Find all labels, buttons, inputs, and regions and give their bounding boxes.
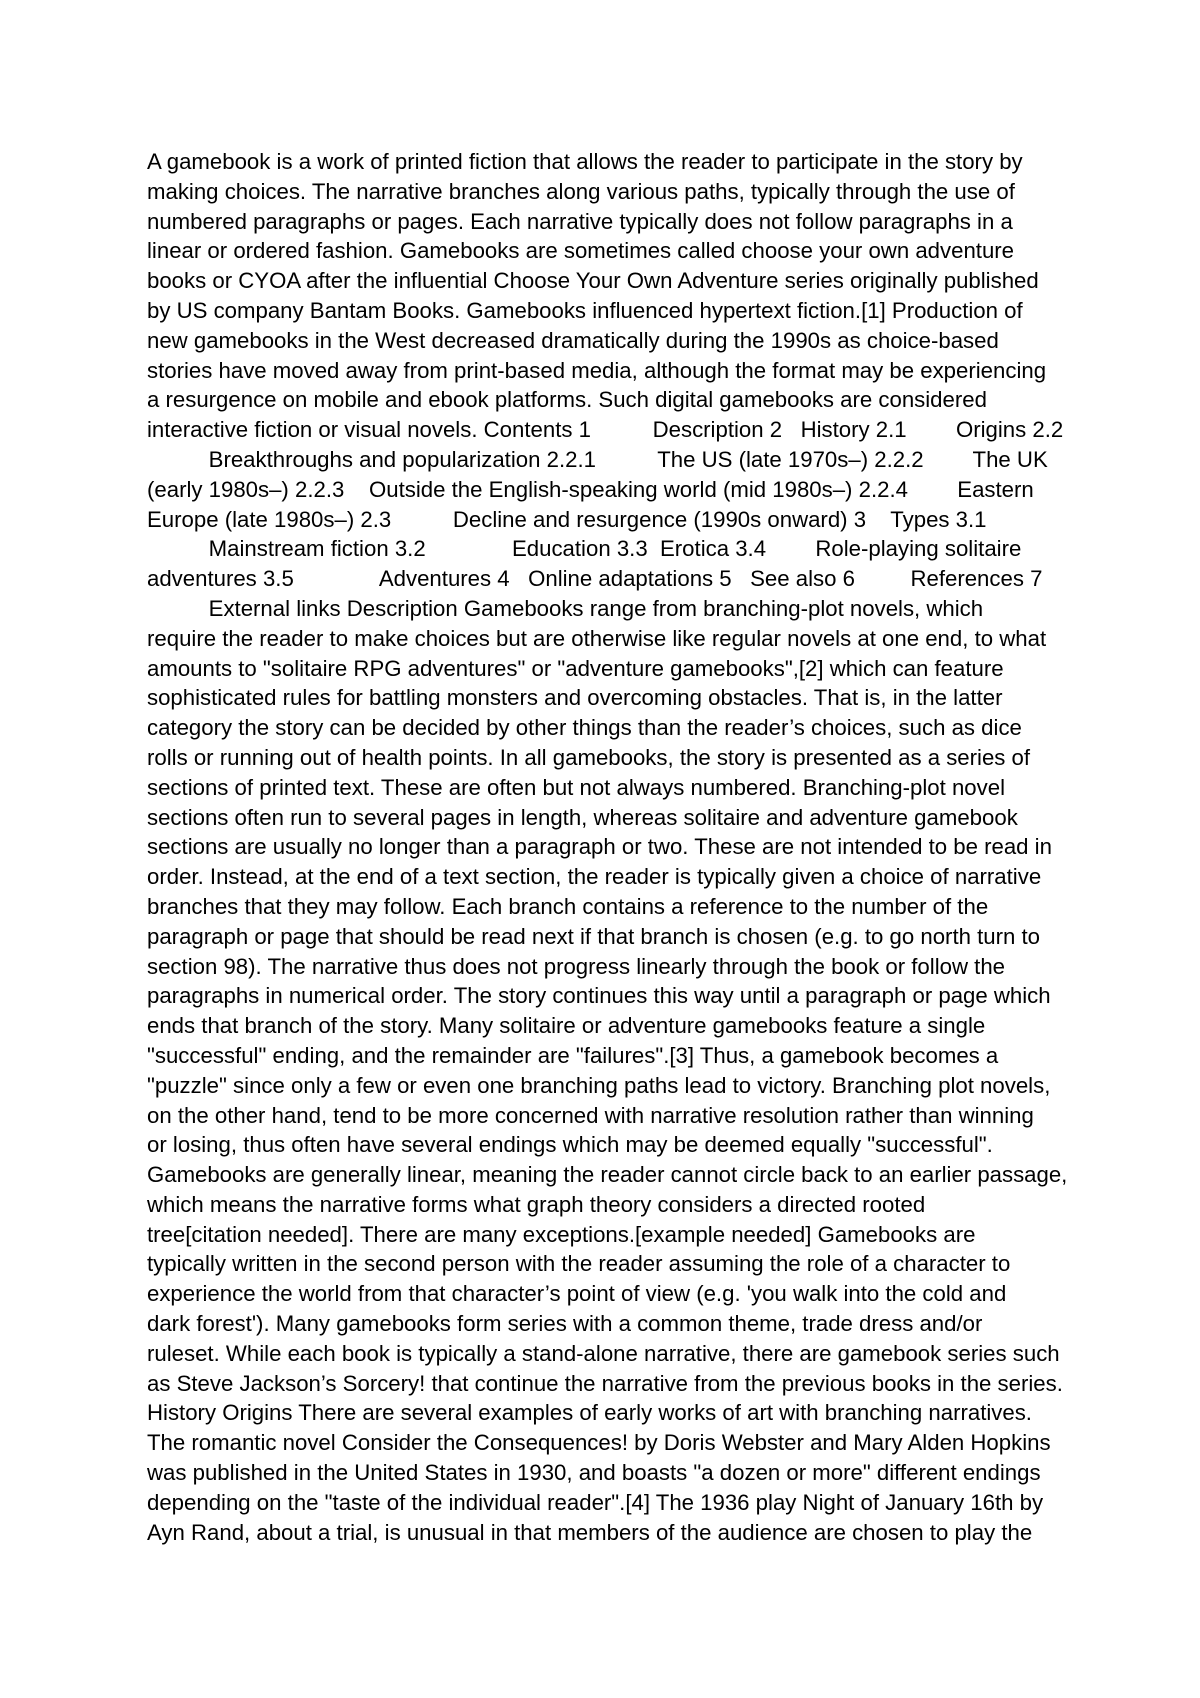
text-line: Breakthroughs and popularization 2.2.1 The US (late 1970s–) 2.2.2 The UK xyxy=(147,446,1048,472)
text-line: Europe (late 1980s–) 2.3 Decline and resurgence (1990s onward) 3 Types 3.1 xyxy=(147,506,987,532)
text-line: depending on the "taste of the individual reader".[4] The 1936 play Night of January 16th by xyxy=(147,1489,1044,1515)
text-line: sophisticated rules for battling monsters and overcoming obstacles. That is, in the latter xyxy=(147,685,1003,711)
text-line: category the story can be decided by other things than the reader’s choices, such as dice xyxy=(147,715,1022,741)
text-line: was published in the United States in 1930, and boasts "a dozen or more" different endings xyxy=(147,1460,1041,1486)
text-line: The romantic novel Consider the Consequences! by Doris Webster and Mary Alden Hopkins xyxy=(147,1430,1051,1456)
text-line: stories have moved away from print-based media, although the format may be experiencing xyxy=(147,357,1047,383)
text-line: require the reader to make choices but are otherwise like regular novels at one end, to what xyxy=(147,625,1047,651)
text-line: making choices. The narrative branches along various paths, typically through the use of xyxy=(147,178,1015,204)
text-line: experience the world from that character’s point of view (e.g. 'you walk into the cold and xyxy=(147,1281,1007,1307)
text-line: "successful" ending, and the remainder are "failures".[3] Thus, a gamebook becomes a xyxy=(147,1042,999,1068)
text-line: sections often run to several pages in length, whereas solitaire and adventure gamebook xyxy=(147,804,1018,830)
text-line: ruleset. While each book is typically a stand-alone narrative, there are gamebook series such xyxy=(147,1340,1060,1366)
text-line: dark forest'). Many gamebooks form series with a common theme, trade dress and/or xyxy=(147,1311,983,1337)
text-line: (early 1980s–) 2.2.3 Outside the English-speaking world (mid 1980s–) 2.2.4 Eastern xyxy=(147,476,1034,502)
text-line: on the other hand, tend to be more concerned with narrative resolution rather than winning xyxy=(147,1102,1034,1128)
text-line: sections of printed text. These are often but not always numbered. Branching-plot novel xyxy=(147,774,1006,800)
text-line: paragraphs in numerical order. The story continues this way until a paragraph or page which xyxy=(147,983,1051,1009)
text-line: History Origins There are several examples of early works of art with branching narratives. xyxy=(147,1400,1032,1426)
text-line: new gamebooks in the West decreased dramatically during the 1990s as choice-based xyxy=(147,327,999,353)
text-line: as Steve Jackson’s Sorcery! that continue the narrative from the previous books in the series. xyxy=(147,1370,1063,1396)
text-line: A gamebook is a work of printed fiction that allows the reader to participate in the story by xyxy=(147,149,1023,174)
text-line: adventures 3.5 Adventures 4 Online adaptations 5 See also 6 References 7 xyxy=(147,566,1043,592)
text-line: books or CYOA after the influential Choose Your Own Adventure series originally published xyxy=(147,268,1039,294)
text-line: rolls or running out of health points. In all gamebooks, the story is presented as a series of xyxy=(147,744,1031,770)
text-line: tree[citation needed]. There are many exceptions.[example needed] Gamebooks are xyxy=(147,1221,976,1247)
text-line: order. Instead, at the end of a text section, the reader is typically given a choice of narrative xyxy=(147,864,1042,890)
text-line: sections are usually no longer than a paragraph or two. These are not intended to be read in xyxy=(147,834,1052,860)
text-line: Ayn Rand, about a trial, is unusual in that members of the audience are chosen to play the xyxy=(147,1519,1033,1545)
text-line: which means the narrative forms what graph theory considers a directed rooted xyxy=(147,1191,926,1217)
text-line: paragraph or page that should be read next if that branch is chosen (e.g. to go north turn to xyxy=(147,923,1041,949)
text-line: section 98). The narrative thus does not progress linearly through the book or follow the xyxy=(147,953,1005,979)
body-text xyxy=(147,147,1067,1547)
text-line: linear or ordered fashion. Gamebooks are sometimes called choose your own adventure xyxy=(147,238,1015,264)
text-line: interactive fiction or visual novels. Contents 1 Description 2 History 2.1 Origins 2.2 xyxy=(147,417,1064,443)
text-line: Gamebooks are generally linear, meaning the reader cannot circle back to an earlier passage, xyxy=(147,1162,1068,1188)
text-line: ends that branch of the story. Many solitaire or adventure gamebooks feature a single xyxy=(147,1013,986,1039)
text-line: Mainstream fiction 3.2 Education 3.3 Erotica 3.4 Role-playing solitaire xyxy=(147,536,1022,562)
text-line: numbered paragraphs or pages. Each narrative typically does not follow paragraphs in a xyxy=(147,208,1013,234)
text-line: typically written in the second person with the reader assuming the role of a character to xyxy=(147,1251,1011,1277)
text-line: branches that they may follow. Each branch contains a reference to the number of the xyxy=(147,893,989,919)
text-line: "puzzle" since only a few or even one branching paths lead to victory. Branching plot novels, xyxy=(147,1072,1051,1098)
text-line: by US company Bantam Books. Gamebooks influenced hypertext fiction.[1] Production of xyxy=(147,297,1023,323)
text-line: or losing, thus often have several endings which may be deemed equally "successful". xyxy=(147,1132,993,1158)
text-line: a resurgence on mobile and ebook platforms. Such digital gamebooks are considered xyxy=(147,387,987,413)
text-line: amounts to "solitaire RPG adventures" or "adventure gamebooks",[2] which can feature xyxy=(147,655,1004,681)
text-line: External links Description Gamebooks range from branching-plot novels, which xyxy=(147,595,984,621)
